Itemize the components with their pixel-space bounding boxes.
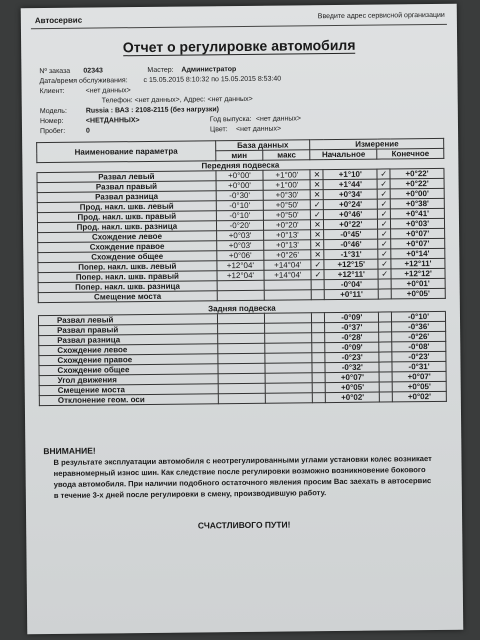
front-suspension-title: Передняя подвеска xyxy=(37,158,444,172)
initial-status-icon: ✕ xyxy=(311,190,324,200)
final-value: -0°26' xyxy=(392,331,446,342)
db-min: +0°00' xyxy=(216,180,263,190)
param-name: Прод. накл. шкв. разница xyxy=(37,221,216,233)
initial-value: -0°37' xyxy=(325,322,379,333)
param-name: Смещение моста xyxy=(38,291,217,303)
datetime-value: с 15.05.2015 8:10:32 по 15.05.2015 8:53:40 xyxy=(143,75,282,85)
db-min: +0°03' xyxy=(216,230,263,240)
final-status-icon xyxy=(379,382,392,392)
initial-value: -0°23' xyxy=(325,352,379,363)
initial-value: -0°28' xyxy=(325,332,379,343)
initial-value: +1°10' xyxy=(323,169,377,180)
initial-status-icon xyxy=(312,290,325,300)
initial-value: +0°02' xyxy=(326,392,380,403)
initial-status-icon: ✕ xyxy=(311,220,324,230)
mileage-value: 0 xyxy=(85,127,90,135)
db-max: +1°00' xyxy=(263,170,310,180)
final-value: +0°22' xyxy=(390,178,444,189)
initial-status-icon xyxy=(312,353,325,363)
db-min xyxy=(217,323,264,333)
farewell-text: СЧАСТЛИВОГО ПУТИ! xyxy=(197,519,291,531)
param-name: Схождение левое xyxy=(39,344,218,356)
warning-text: В результате эксплуатации автомобиля с неотрегулированными углами установки колес возникает неравномерный износ шин. Как следствие после регулировки возможно возникновение бокового увода автомобиля. При наличии подобного остаточного явления просим Вас заехать в автосервис в течение 3-х дней после регулировки в смену, производившую работу. xyxy=(53,454,432,500)
number-label: Номер: xyxy=(39,117,64,126)
db-max: +0°50' xyxy=(263,210,310,220)
final-status-icon: ✓ xyxy=(378,239,391,249)
final-value: +0°05' xyxy=(391,288,445,299)
warning-block xyxy=(43,442,434,501)
final-value: +0°01' xyxy=(391,278,445,289)
final-status-icon xyxy=(379,352,392,362)
initial-status-icon: ✕ xyxy=(311,230,324,240)
phone-address: Телефон: <нет данных>, Адрес: <нет данных> xyxy=(101,95,253,105)
db-max: +14°04' xyxy=(264,260,311,270)
db-max: +0°20' xyxy=(264,220,311,230)
initial-value: -0°09' xyxy=(325,312,379,323)
final-value: -0°10' xyxy=(392,311,446,322)
company-name: Автосервис xyxy=(34,15,83,26)
col-final-header: Конечное xyxy=(377,148,444,159)
db-min: +0°00' xyxy=(216,170,263,180)
initial-status-icon: ✕ xyxy=(310,170,323,180)
db-min xyxy=(218,353,265,363)
param-name: Смещение моста xyxy=(39,384,218,396)
db-min xyxy=(217,280,264,290)
final-value: +0°07' xyxy=(392,371,446,382)
final-status-icon: ✓ xyxy=(378,249,391,259)
param-name: Схождение правое xyxy=(38,241,217,253)
db-min xyxy=(217,333,264,343)
db-max xyxy=(264,280,311,290)
initial-status-icon: ✕ xyxy=(311,250,324,260)
final-value: +12°12' xyxy=(391,268,445,279)
db-min: +0°03' xyxy=(216,240,263,250)
col-db-header: База данных xyxy=(215,140,310,151)
param-name: Развал левый xyxy=(37,171,216,183)
db-min: -0°30' xyxy=(216,190,263,200)
warning-title: ВНИМАНИЕ! xyxy=(43,445,96,457)
initial-status-icon xyxy=(312,323,325,333)
final-status-icon xyxy=(378,289,391,299)
param-name: Попер. накл. шкв. правый xyxy=(38,271,217,283)
db-min: +12°04' xyxy=(217,260,264,270)
final-value: -0°23' xyxy=(392,351,446,362)
final-status-icon xyxy=(378,279,391,289)
final-value: +0°05' xyxy=(392,381,446,392)
final-value: +12°11' xyxy=(391,258,445,269)
db-max xyxy=(265,313,312,323)
initial-status-icon xyxy=(312,280,325,290)
header-divider xyxy=(31,24,447,29)
db-max: +1°00' xyxy=(263,180,310,190)
final-status-icon xyxy=(379,332,392,342)
param-name: Развал левый xyxy=(38,314,217,326)
initial-value: +1°44' xyxy=(323,179,377,190)
address-prompt: Введите адрес сервисной организации xyxy=(317,11,445,21)
final-value: +0°07' xyxy=(391,238,445,249)
db-min xyxy=(218,383,265,393)
db-max: +0°26' xyxy=(264,250,311,260)
final-status-icon: ✓ xyxy=(377,189,390,199)
alignment-table xyxy=(36,138,447,406)
initial-status-icon: ✕ xyxy=(311,180,324,190)
final-value: -0°36' xyxy=(392,321,446,332)
col-min-header: мин xyxy=(215,150,262,160)
col-measure-header: Измерение xyxy=(310,138,444,149)
param-name: Попер. накл. шкв. левый xyxy=(38,261,217,273)
param-name: Схождение левое xyxy=(38,231,217,243)
report-sheet xyxy=(21,4,464,635)
final-status-icon xyxy=(379,322,392,332)
final-status-icon xyxy=(379,312,392,322)
model-label: Модель: xyxy=(39,107,67,116)
final-status-icon xyxy=(379,392,392,402)
final-status-icon: ✓ xyxy=(378,269,391,279)
number-value: <НЕТДАННЫХ> xyxy=(85,117,140,125)
model-value: Russia : ВАЗ : 2108-2115 (без нагрузки) xyxy=(85,106,220,115)
col-max-header: макс xyxy=(263,150,310,160)
mileage-label: Пробег: xyxy=(39,127,66,136)
initial-value: -0°09' xyxy=(325,342,379,353)
db-max xyxy=(265,323,312,333)
initial-status-icon: ✓ xyxy=(311,200,324,210)
param-name: Попер. накл. шкв. разница xyxy=(38,281,217,293)
initial-value: +0°07' xyxy=(325,372,379,383)
initial-value: +0°11' xyxy=(325,289,379,300)
db-max xyxy=(265,333,312,343)
final-value: -0°31' xyxy=(392,361,446,372)
param-name: Развал правый xyxy=(39,324,218,336)
param-name: Отклонение геом. оси xyxy=(39,394,218,406)
initial-status-icon xyxy=(313,383,326,393)
initial-value: -0°45' xyxy=(324,229,378,240)
initial-status-icon xyxy=(313,393,326,403)
initial-status-icon xyxy=(312,363,325,373)
initial-status-icon: ✓ xyxy=(311,270,324,280)
initial-value: -0°32' xyxy=(325,362,379,373)
db-max xyxy=(265,343,312,353)
db-min: -0°20' xyxy=(216,220,263,230)
db-min xyxy=(217,313,264,323)
db-max: +0°13' xyxy=(264,240,311,250)
final-status-icon xyxy=(379,342,392,352)
initial-status-icon: ✓ xyxy=(311,260,324,270)
param-name: Развал разница xyxy=(39,334,218,346)
final-value: +0°03' xyxy=(391,218,445,229)
param-name: Прод. накл. шкв. правый xyxy=(37,211,216,223)
final-status-icon: ✓ xyxy=(378,229,391,239)
db-min xyxy=(217,290,264,300)
final-status-icon xyxy=(379,372,392,382)
param-name: Схождение общее xyxy=(38,251,217,263)
db-min: -0°10' xyxy=(216,200,263,210)
final-value: -0°08' xyxy=(392,341,446,352)
page-title xyxy=(21,36,457,57)
final-status-icon: ✓ xyxy=(378,259,391,269)
db-max: +14°04' xyxy=(264,270,311,280)
db-max xyxy=(265,353,312,363)
final-value: +0°02' xyxy=(392,391,446,402)
db-max: +0°30' xyxy=(263,190,310,200)
final-value: +0°00' xyxy=(390,188,444,199)
initial-value: +0°46' xyxy=(324,209,378,220)
db-min xyxy=(218,393,265,403)
initial-value: +0°24' xyxy=(324,199,378,210)
final-status-icon: ✓ xyxy=(377,199,390,209)
order-label: Nº заказа xyxy=(39,67,71,76)
param-name: Прод. накл. шкв. левый xyxy=(37,201,216,213)
final-status-icon: ✓ xyxy=(377,179,390,189)
final-value: +0°41' xyxy=(390,208,444,219)
initial-status-icon: ✓ xyxy=(311,210,324,220)
db-max xyxy=(265,393,312,403)
initial-value: +12°11' xyxy=(324,269,378,280)
initial-value: -1°31' xyxy=(324,249,378,260)
client-label: Клиент: xyxy=(39,87,65,96)
order-value: 02343 xyxy=(83,67,103,75)
initial-value: -0°04' xyxy=(324,279,378,290)
db-min: -0°10' xyxy=(216,210,263,220)
db-max: +0°13' xyxy=(264,230,311,240)
db-min xyxy=(218,373,265,383)
db-max xyxy=(265,373,312,383)
param-name: Схождение общее xyxy=(39,364,218,376)
final-value: +0°38' xyxy=(390,198,444,209)
final-value: +0°22' xyxy=(390,168,444,179)
initial-value: +0°34' xyxy=(324,189,378,200)
db-min xyxy=(218,363,265,373)
db-min: +0°06' xyxy=(217,250,264,260)
db-min xyxy=(217,343,264,353)
title-text: Отчет о регулировке автомобиля xyxy=(122,36,356,56)
initial-status-icon: ✕ xyxy=(311,240,324,250)
param-name: Схождение правое xyxy=(39,354,218,366)
db-max xyxy=(265,363,312,373)
initial-status-icon xyxy=(312,343,325,353)
rear-suspension-title: Задняя подвеска xyxy=(38,298,445,315)
final-status-icon: ✓ xyxy=(378,209,391,219)
db-max: +0°50' xyxy=(263,200,310,210)
initial-value: -0°46' xyxy=(324,239,378,250)
year-value: <нет данных> xyxy=(255,115,302,123)
master-value: Администратор xyxy=(181,66,237,74)
initial-status-icon xyxy=(312,333,325,343)
initial-value: +0°05' xyxy=(326,382,380,393)
initial-status-icon xyxy=(313,373,326,383)
final-status-icon: ✓ xyxy=(377,169,390,179)
final-status-icon: ✓ xyxy=(378,219,391,229)
db-max xyxy=(265,383,312,393)
year-label: Год выпуска: xyxy=(209,115,252,124)
db-min: +12°04' xyxy=(217,270,264,280)
col-initial-header: Начальное xyxy=(310,149,377,160)
param-name: Угол движения xyxy=(39,374,218,386)
final-value: +0°07' xyxy=(391,228,445,239)
param-name: Развал правый xyxy=(37,181,216,193)
db-max xyxy=(264,290,311,300)
master-label: Мастер: xyxy=(147,66,174,74)
initial-value: +0°22' xyxy=(324,219,378,230)
datetime-label: Дата/время обслуживания: xyxy=(39,77,128,86)
initial-value: +12°15' xyxy=(324,259,378,270)
final-status-icon xyxy=(379,362,392,372)
col-param-header: Наименование параметра xyxy=(37,141,216,163)
initial-status-icon xyxy=(312,313,325,323)
final-value: +0°14' xyxy=(391,248,445,259)
param-name: Развал разница xyxy=(37,191,216,203)
color-value: <нет данных> xyxy=(235,125,282,134)
color-label: Цвет: xyxy=(209,126,228,134)
client-value: <нет данных> xyxy=(85,87,131,95)
